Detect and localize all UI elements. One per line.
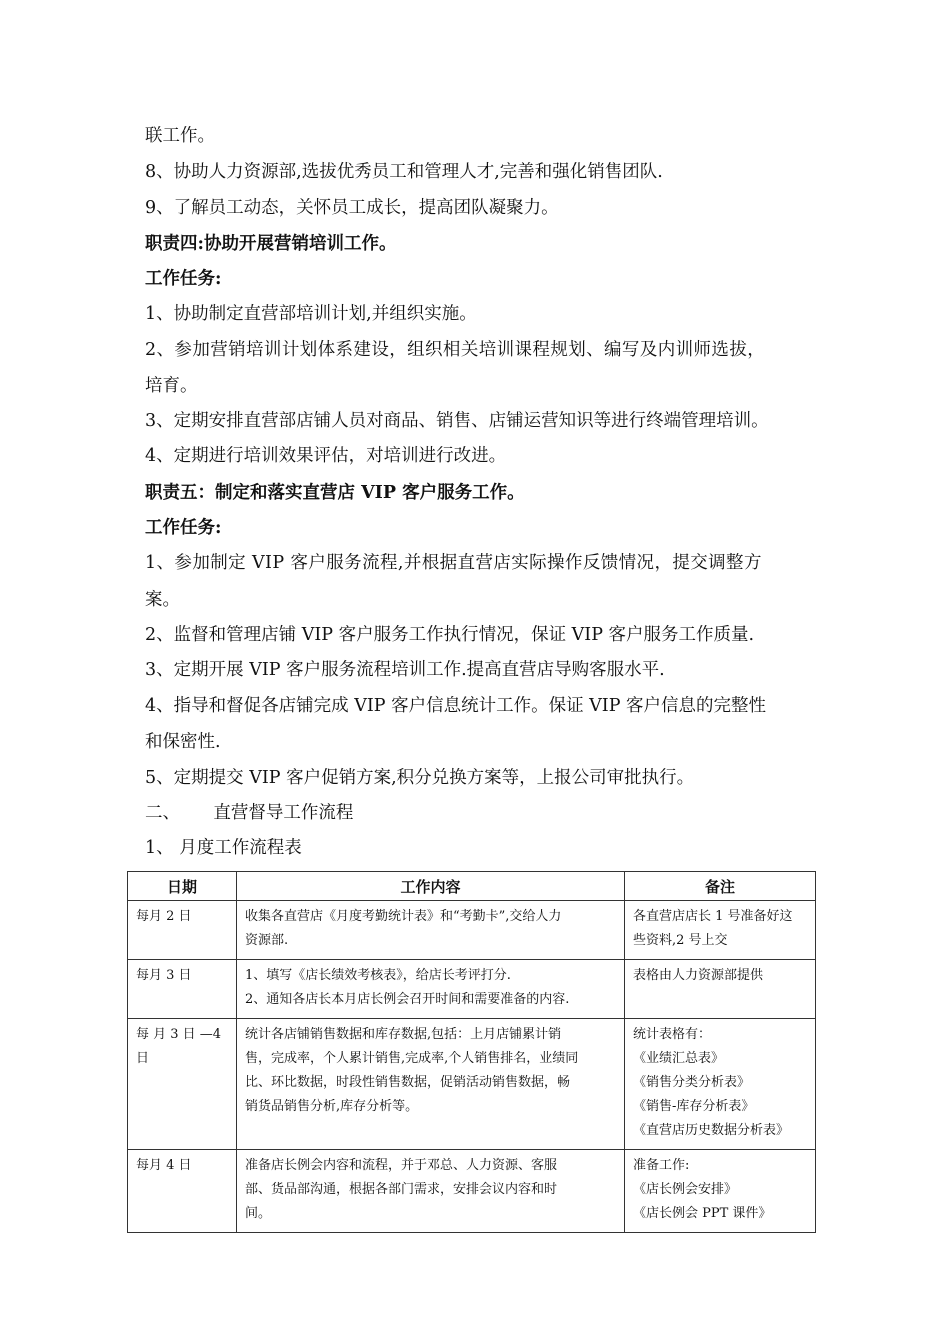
cell-line: 统计各店铺销售数据和库存数据,包括：上月店铺累计销 <box>245 1027 562 1042</box>
table-row <box>128 901 816 960</box>
cell-line: 2、通知各店长本月店长例会召开时间和需要准备的内容. <box>245 992 570 1007</box>
text-line: 4、指导和督促各店铺完成 VIP 客户信息统计工作。保证 VIP 客户信息的完整性 <box>145 696 767 716</box>
subheading: 工作任务: <box>145 518 222 538</box>
text-line: 1、协助制定直营部培训计划,并组织实施。 <box>145 304 477 324</box>
table-row <box>128 1019 816 1150</box>
content-cell <box>237 901 625 960</box>
cell-text: 每月 4 日 <box>136 1158 192 1173</box>
cell-text: 每月 2 日 <box>136 909 192 924</box>
text-line: 案。 <box>145 590 180 610</box>
cell-line: 准备工作: <box>633 1158 690 1173</box>
cell-line: 比、环比数据，时段性销售数据，促销活动销售数据，畅 <box>245 1075 571 1090</box>
subheading: 工作任务: <box>145 269 222 289</box>
cell-line: 《直营店历史数据分析表》 <box>633 1123 790 1138</box>
text-line: 培育。 <box>145 376 198 396</box>
content-cell <box>237 1019 625 1150</box>
text-line: 和保密性. <box>145 732 221 752</box>
subheading: 1、 月度工作流程表 <box>145 838 302 858</box>
cell-line: 销货品销售分析,库存分析等。 <box>245 1099 419 1114</box>
cell-line: 《店长例会 PPT 课件》 <box>633 1206 772 1221</box>
text-line: 9、了解员工动态，关怀员工成长，提高团队凝聚力。 <box>145 198 559 218</box>
note-cell <box>625 901 816 960</box>
section-heading: 职责四:协助开展营销培训工作。 <box>145 234 397 254</box>
cell-line: 统计表格有： <box>633 1027 712 1042</box>
text-line: 2、参加营销培训计划体系建设，组织相关培训课程规划、编写及内训师选拔， <box>145 340 766 360</box>
cell-line: 些资料,2 号上交 <box>633 933 728 948</box>
note-cell <box>625 960 816 1019</box>
cell-line: 准备店长例会内容和流程，并于邓总、人力资源、客服 <box>245 1158 558 1173</box>
text-line: 2、监督和管理店铺 VIP 客户服务工作执行情况，保证 VIP 客户服务工作质量. <box>145 625 755 645</box>
section-heading: 职责五：制定和落实直营店 VIP 客户服务工作。 <box>145 483 525 503</box>
cell-line: 售，完成率，个人累计销售,完成率,个人销售排名，业绩同 <box>245 1051 579 1066</box>
note-cell <box>625 1019 816 1150</box>
table-row <box>128 1150 816 1233</box>
cell-line: 部、货品部沟通，根据各部门需求，安排会议内容和时 <box>245 1182 558 1197</box>
text-line: 联工作。 <box>145 126 215 146</box>
date-cell <box>128 901 237 960</box>
text-line: 1、参加制定 VIP 客户服务流程,并根据直营店实际操作反馈情况，提交调整方 <box>145 553 762 573</box>
cell-line: 《业绩汇总表》 <box>633 1051 725 1066</box>
table-row <box>128 960 816 1019</box>
cell-line: 《销售分类分析表》 <box>633 1075 751 1090</box>
text-line: 5、定期提交 VIP 客户促销方案,积分兑换方案等，上报公司审批执行。 <box>145 768 695 788</box>
cell-line: 间。 <box>245 1206 272 1221</box>
section-heading: 二、 直营督导工作流程 <box>145 803 354 823</box>
column-header-date: 日期 <box>128 872 237 901</box>
content-cell <box>237 960 625 1019</box>
date-cell <box>128 1150 237 1233</box>
text-line: 8、协助人力资源部,选拔优秀员工和管理人才,完善和强化销售团队. <box>145 162 663 182</box>
cell-line: 资源部. <box>245 933 289 948</box>
cell-line: 收集各直营店《月度考勤统计表》和“考勤卡”,交给人力 <box>245 909 562 924</box>
cell-line: 《店长例会安排》 <box>633 1182 738 1197</box>
cell-text: 每 月 3 日 —4 日 <box>136 1027 222 1066</box>
content-cell <box>237 1150 625 1233</box>
date-cell <box>128 960 237 1019</box>
date-cell <box>128 1019 237 1150</box>
text-line: 3、定期开展 VIP 客户服务流程培训工作.提高直营店导购客服水平. <box>145 660 665 680</box>
text-line: 4、定期进行培训效果评估，对培训进行改进。 <box>145 446 507 466</box>
note-cell <box>625 1150 816 1233</box>
text-line: 3、定期安排直营部店铺人员对商品、销售、店铺运营知识等进行终端管理培训。 <box>145 411 769 431</box>
cell-line: 《销售-库存分析表》 <box>633 1099 755 1114</box>
column-header-note: 备注 <box>625 872 816 901</box>
cell-line: 表格由人力资源部提供 <box>633 968 764 983</box>
table-header-row <box>128 872 816 901</box>
column-header-content: 工作内容 <box>237 872 625 901</box>
cell-line: 各直营店店长 1 号准备好这 <box>633 909 793 924</box>
cell-text: 每月 3 日 <box>136 968 192 983</box>
monthly-workflow-table <box>127 871 816 1233</box>
cell-line: 1、填写《店长绩效考核表》，给店长考评打分. <box>245 968 511 983</box>
